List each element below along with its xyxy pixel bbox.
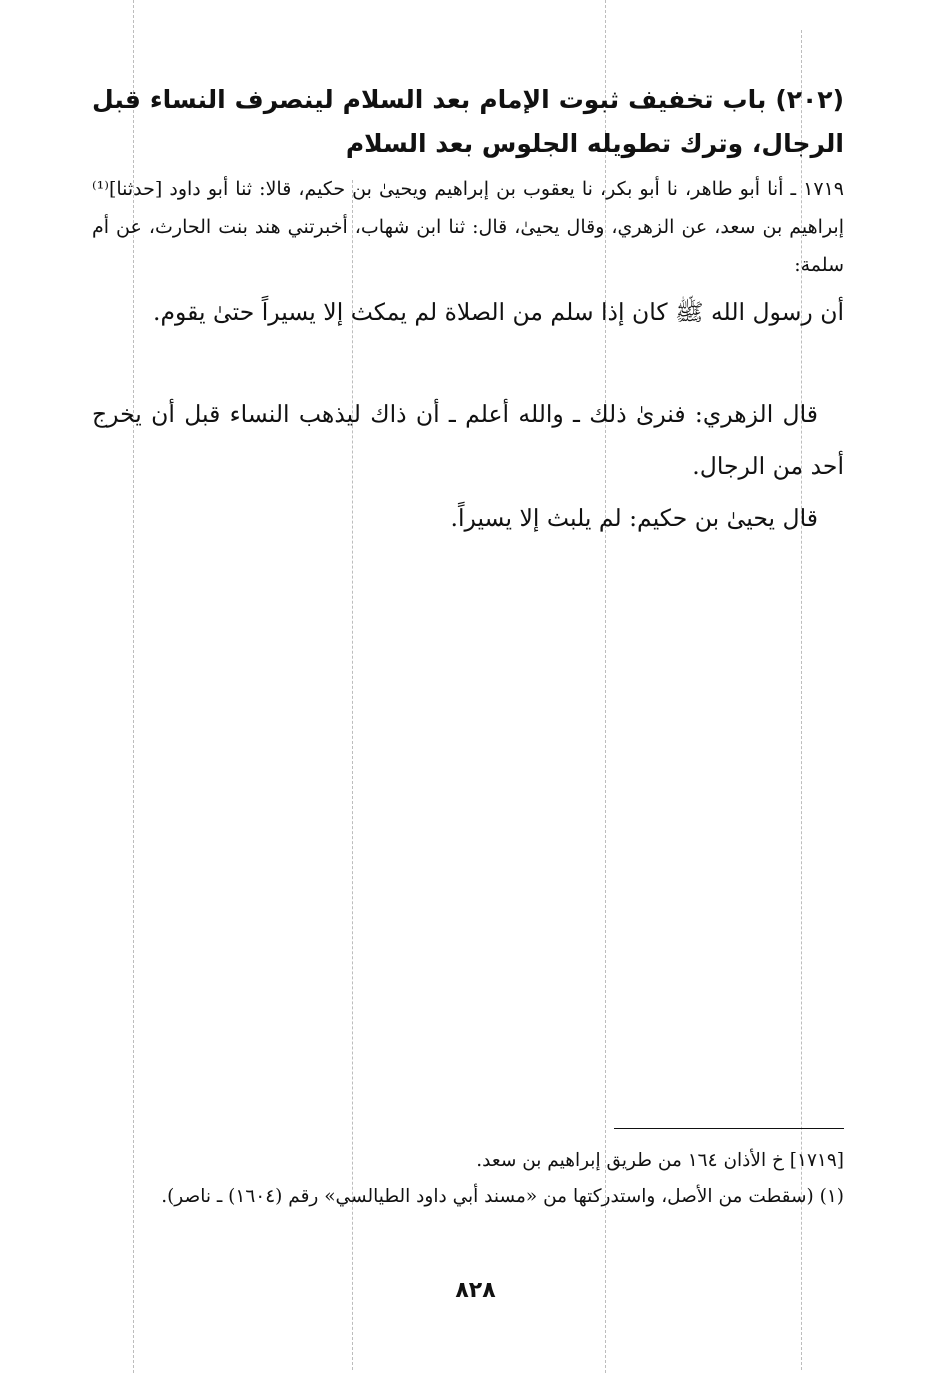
- zuhri-comment: قال الزهري: فنرىٰ ذلك ـ والله أعلم ـ أن ذاك ليذهب النساء قبل أن يخرج أحد من الرجال.: [92, 400, 844, 480]
- hadith-isnad: ١٧١٩ ـ أنا أبو طاهر، نا أبو بكر، نا يعقوب بن إبراهيم ويحيىٰ بن حكيم، قالا: ثنا أبو داود [حدثنا]⁽¹⁾ إبراهيم بن سعد، عن الزهري، وقال يحيىٰ، قال: ثنا ابن شهاب، أخبرتني هند بنت الحارث، عن أم سلمة:: [92, 178, 844, 276]
- yahya-comment: قال يحيىٰ بن حكيم: لم يلبث إلا يسيراً.: [450, 504, 818, 532]
- zuhri-comment-paragraph: [92, 388, 844, 492]
- hadith-matn: أن رسول الله ﷺ كان إذا سلم من الصلاة لم يمكث إلا يسيراً حتىٰ يقوم.: [153, 298, 844, 326]
- page-number: ٨٢٨: [455, 1278, 496, 1303]
- footnote-1: (١) (سقطت من الأصل، واستدركتها من «مسند أبي داود الطيالسي» رقم (١٦٠٤) ـ ناصر).: [161, 1186, 844, 1207]
- footnote-takhrij: [١٧١٩] خ الأذان ١٦٤ من طريق إبراهيم بن سعد.: [476, 1150, 844, 1171]
- yahya-comment-paragraph: [92, 492, 844, 544]
- chapter-heading: (٢٠٢) باب تخفيف ثبوت الإمام بعد السلام لينصرف النساء قبل الرجال، وترك تطويله الجلوس بعد السلام: [92, 85, 844, 158]
- footnote-separator: [614, 1128, 844, 1129]
